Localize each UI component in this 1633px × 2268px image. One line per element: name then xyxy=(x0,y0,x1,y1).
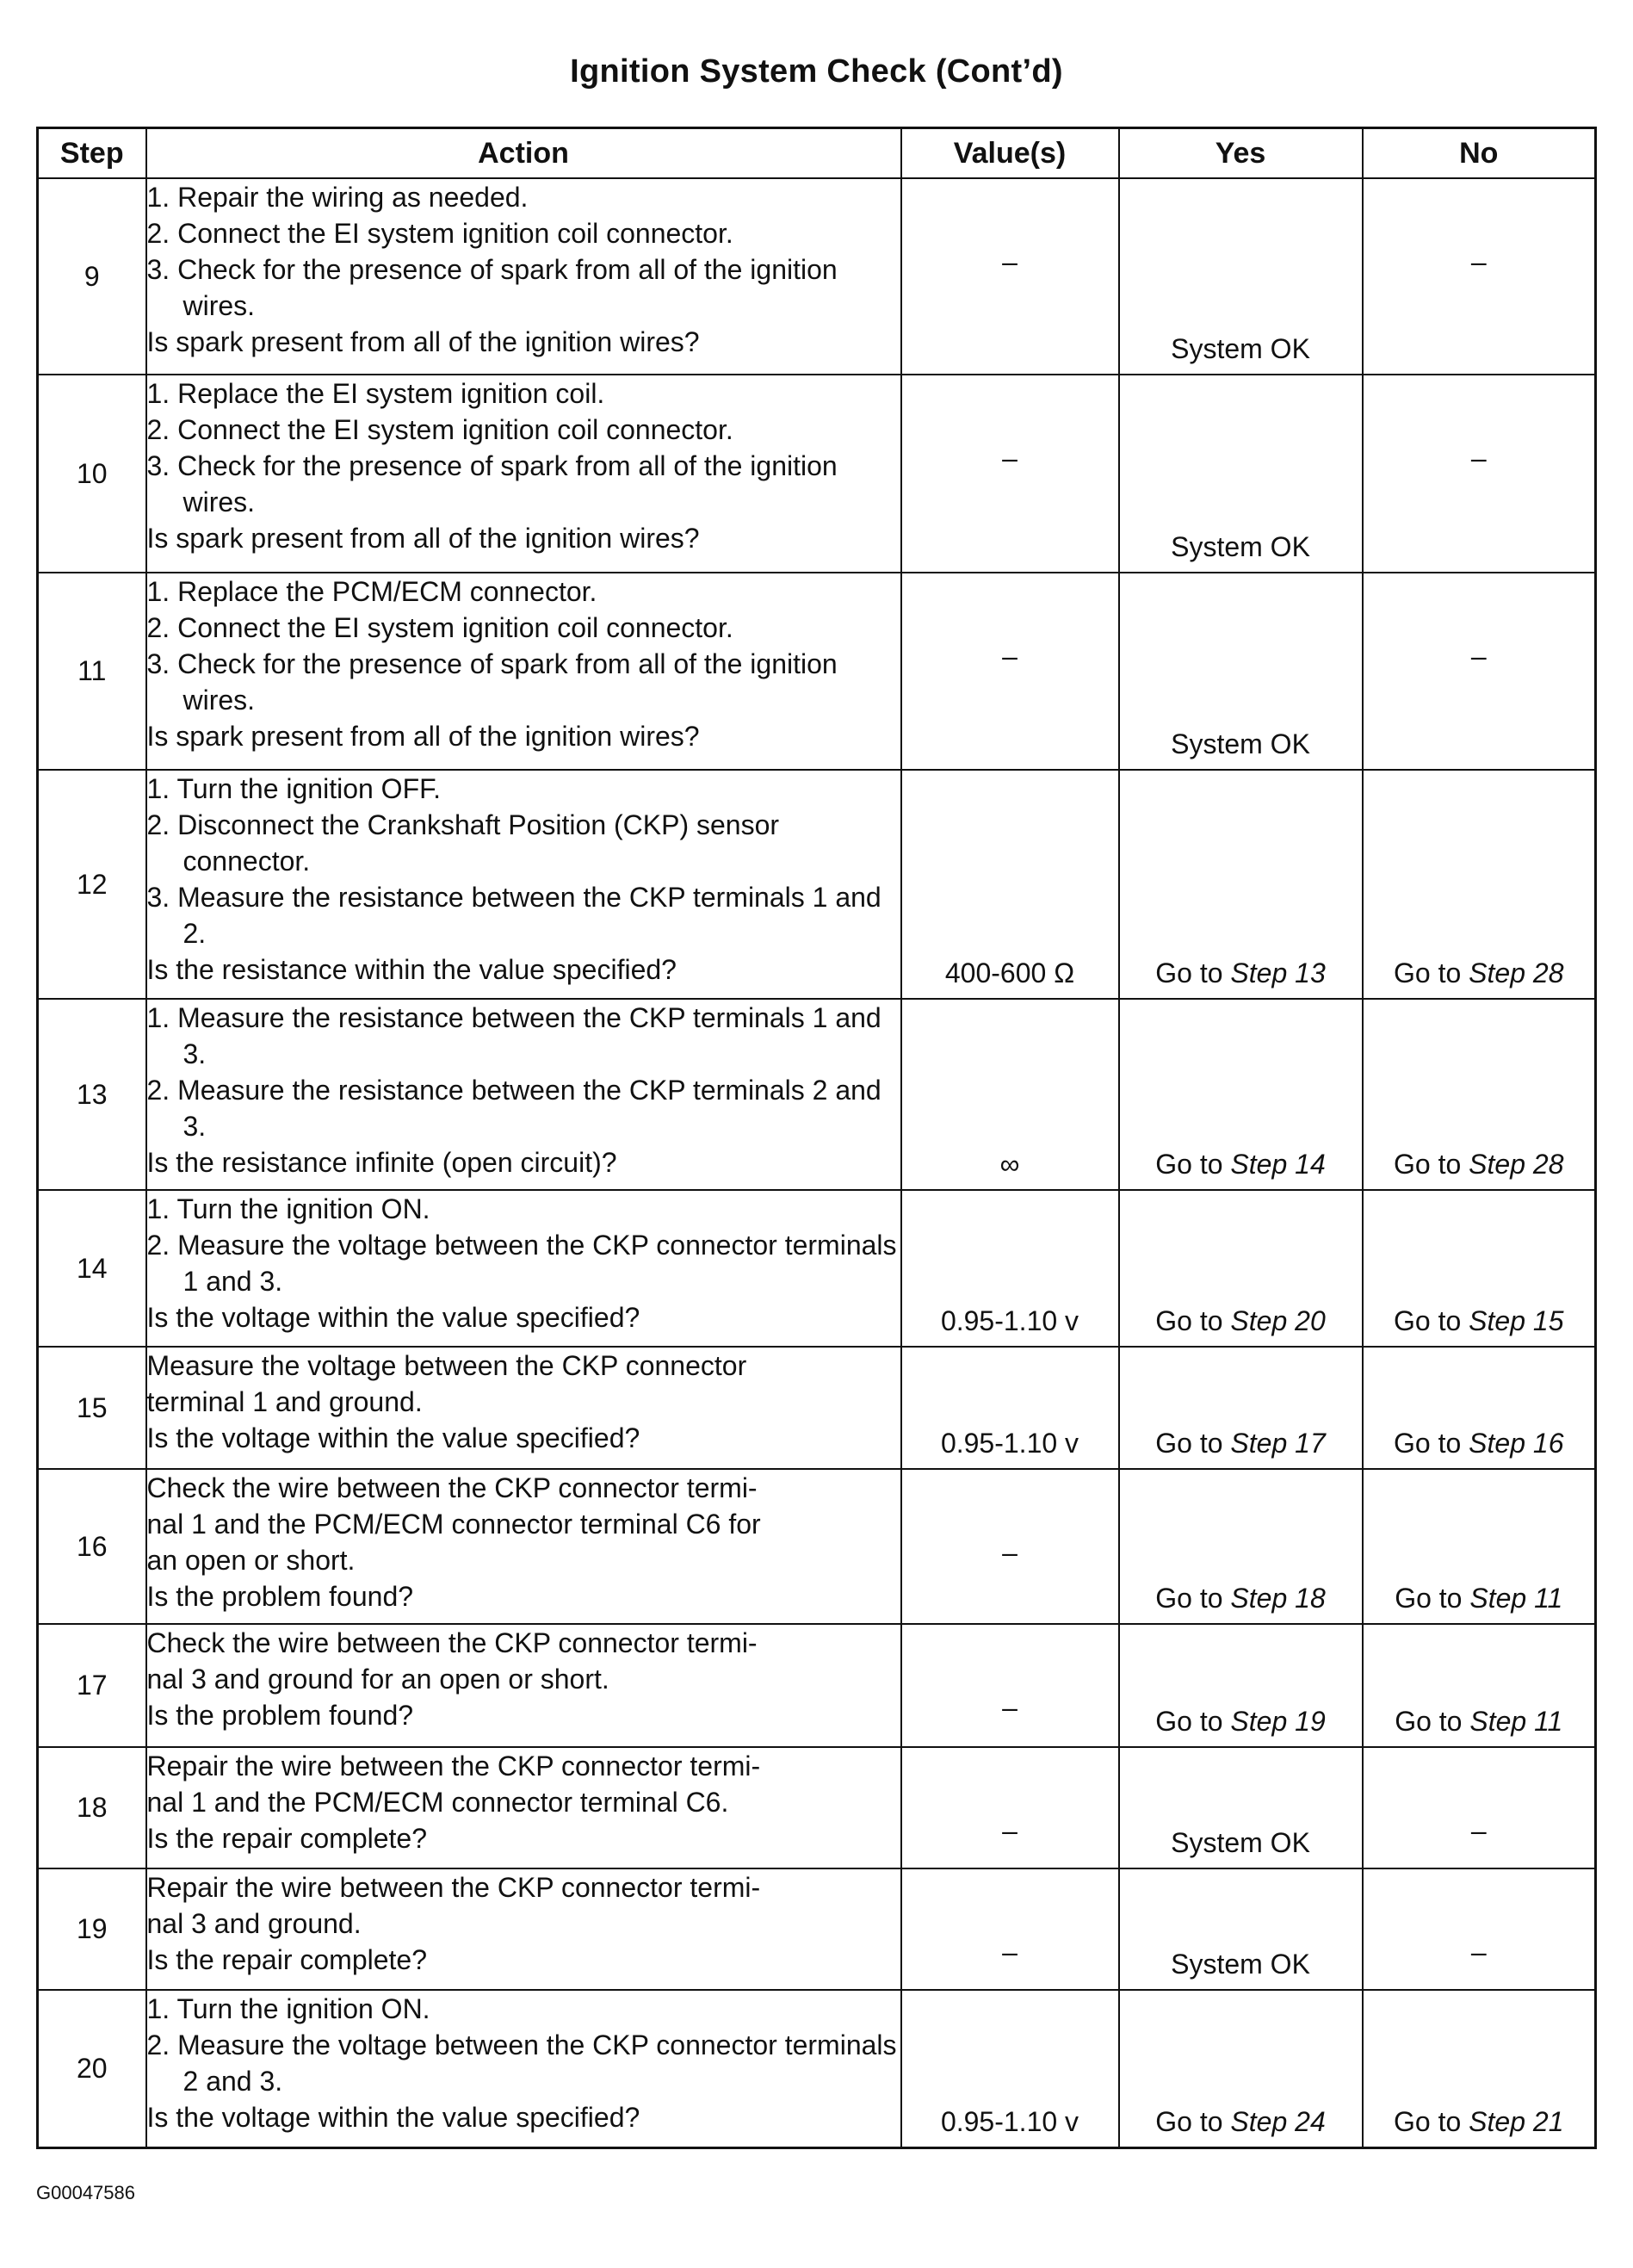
yes-cell xyxy=(1119,1469,1363,1624)
step-number: 20 xyxy=(38,1990,146,2147)
yes-step-ref: Step 24 xyxy=(1230,2105,1326,2137)
header-step: Step xyxy=(38,128,146,179)
yes-prefix: Go to xyxy=(1155,1149,1231,1180)
action-line: 2. Connect the EI system ignition coil connector. xyxy=(146,414,733,445)
step-number: 17 xyxy=(38,1624,146,1747)
no-cell xyxy=(1363,1868,1596,1990)
action-line: 1. Measure the resistance between the CKP terminals 1 and 3. xyxy=(146,1002,881,1069)
value-cell xyxy=(901,1624,1119,1747)
step-number: 18 xyxy=(38,1747,146,1868)
value-text: 400-600 Ω xyxy=(944,957,1075,988)
no-cell xyxy=(1363,178,1596,375)
action-line: Is the resistance infinite (open circuit)? xyxy=(146,1147,617,1178)
action-line: an open or short. xyxy=(146,1545,356,1576)
no-prefix: Go to xyxy=(1395,1583,1470,1614)
action-line: Is spark present from all of the ignition wires? xyxy=(146,721,700,752)
action-cell xyxy=(146,1190,901,1347)
action-line: 3. Check for the presence of spark from all of the ignition wires. xyxy=(146,450,838,517)
yes-cell xyxy=(1119,1747,1363,1868)
yes-text xyxy=(1120,728,1362,760)
no-cell xyxy=(1363,999,1596,1190)
step-number: 16 xyxy=(38,1469,146,1624)
value-cell xyxy=(901,1747,1119,1868)
no-step-ref: Step 28 xyxy=(1469,957,1564,988)
table-row xyxy=(38,1190,1596,1347)
table-row xyxy=(38,1347,1596,1469)
no-step-ref: Step 11 xyxy=(1469,1706,1563,1737)
action-cell xyxy=(146,999,901,1190)
no-dash: – xyxy=(1470,1815,1487,1846)
yes-prefix: System OK xyxy=(1171,333,1310,364)
yes-cell xyxy=(1119,1990,1363,2147)
action-line: Is spark present from all of the ignition wires? xyxy=(146,326,700,357)
no-dash: – xyxy=(1470,443,1487,474)
action-line: 1. Turn the ignition ON. xyxy=(146,1993,430,2024)
action-line: 3. Measure the resistance between the CKP terminals 1 and 2. xyxy=(146,882,881,949)
value-text: – xyxy=(1002,1692,1018,1723)
action-line: 1. Turn the ignition ON. xyxy=(146,1193,430,1224)
action-line: 3. Check for the presence of spark from all of the ignition wires. xyxy=(146,254,838,321)
action-line: Is the problem found? xyxy=(146,1581,414,1612)
no-cell xyxy=(1363,1990,1596,2147)
yes-text xyxy=(1120,1583,1362,1614)
action-line: Is the voltage within the value specified? xyxy=(146,1302,640,1333)
action-line: Is the resistance within the value specified? xyxy=(146,954,677,985)
no-prefix: Go to xyxy=(1394,2105,1469,2137)
action-line: Is the repair complete? xyxy=(146,1823,427,1854)
value-text: ∞ xyxy=(999,1149,1020,1180)
yes-step-ref: Step 18 xyxy=(1230,1583,1326,1614)
value-cell xyxy=(901,1347,1119,1469)
yes-prefix: Go to xyxy=(1155,1583,1231,1614)
value-cell xyxy=(901,573,1119,770)
step-number: 10 xyxy=(38,375,146,573)
action-line: 2. Measure the resistance between the CKP terminals 2 and 3. xyxy=(146,1075,881,1142)
no-cell xyxy=(1363,1747,1596,1868)
step-number: 19 xyxy=(38,1868,146,1990)
action-line: 1. Turn the ignition OFF. xyxy=(146,773,441,804)
no-step-ref: Step 16 xyxy=(1469,1428,1564,1459)
no-step-ref: Step 21 xyxy=(1469,2105,1564,2137)
no-text xyxy=(1364,1706,1595,1738)
header-row xyxy=(38,128,1596,179)
value-cell xyxy=(901,1190,1119,1347)
action-cell xyxy=(146,1469,901,1624)
page-title: Ignition System Check (Cont’d) xyxy=(570,53,1063,90)
yes-text xyxy=(1120,2106,1362,2138)
no-text xyxy=(1364,957,1595,989)
table-row xyxy=(38,1624,1596,1747)
figure-id: G00047586 xyxy=(36,2182,135,2203)
no-dash: – xyxy=(1470,1936,1487,1967)
no-text xyxy=(1364,1583,1595,1614)
value-text: – xyxy=(1002,1936,1018,1967)
step-number: 11 xyxy=(38,573,146,770)
no-text xyxy=(1364,1428,1595,1459)
value-cell xyxy=(901,1868,1119,1990)
action-line: 2. Connect the EI system ignition coil connector. xyxy=(146,612,733,643)
value-text: 0.95-1.10 v xyxy=(940,2105,1079,2137)
action-line: nal 1 and the PCM/ECM connector terminal C6. xyxy=(146,1787,729,1818)
yes-cell xyxy=(1119,770,1363,999)
table-body xyxy=(38,178,1596,2147)
action-cell xyxy=(146,1990,901,2147)
yes-text xyxy=(1120,1149,1362,1180)
action-line: Is the problem found? xyxy=(146,1700,414,1731)
yes-text xyxy=(1120,1949,1362,1980)
header-action: Action xyxy=(146,128,901,179)
yes-text xyxy=(1120,957,1362,989)
yes-text xyxy=(1120,333,1362,365)
no-cell xyxy=(1363,1190,1596,1347)
no-prefix: Go to xyxy=(1394,1149,1469,1180)
value-text: 0.95-1.10 v xyxy=(940,1428,1079,1459)
yes-cell xyxy=(1119,573,1363,770)
table-row xyxy=(38,178,1596,375)
action-line: nal 3 and ground. xyxy=(146,1908,362,1939)
action-line: nal 3 and ground for an open or short. xyxy=(146,1664,609,1695)
yes-prefix: System OK xyxy=(1171,728,1310,759)
no-cell xyxy=(1363,375,1596,573)
yes-step-ref: Step 17 xyxy=(1230,1428,1326,1459)
yes-cell xyxy=(1119,1868,1363,1990)
action-line: Is the voltage within the value specified? xyxy=(146,2102,640,2133)
yes-prefix: System OK xyxy=(1171,531,1310,562)
action-cell xyxy=(146,770,901,999)
no-step-ref: Step 15 xyxy=(1469,1305,1564,1336)
yes-prefix: Go to xyxy=(1155,1428,1231,1459)
action-cell xyxy=(146,178,901,375)
yes-text xyxy=(1120,1706,1362,1738)
table-row xyxy=(38,770,1596,999)
no-step-ref: Step 28 xyxy=(1469,1149,1564,1180)
value-cell xyxy=(901,178,1119,375)
action-cell xyxy=(146,573,901,770)
no-prefix: Go to xyxy=(1394,1428,1469,1459)
no-text xyxy=(1364,1149,1595,1180)
action-line: 2. Disconnect the Crankshaft Position (CKP) sensor connector. xyxy=(146,809,780,877)
header-values: Value(s) xyxy=(901,128,1119,179)
action-line: 1. Replace the PCM/ECM connector. xyxy=(146,576,597,607)
header-no: No xyxy=(1363,128,1596,179)
action-line: nal 1 and the PCM/ECM connector terminal C6 for xyxy=(146,1509,761,1540)
yes-text xyxy=(1120,531,1362,563)
yes-text xyxy=(1120,1827,1362,1859)
value-cell xyxy=(901,770,1119,999)
yes-step-ref: Step 13 xyxy=(1230,957,1326,988)
no-step-ref: Step 11 xyxy=(1469,1583,1563,1614)
yes-cell xyxy=(1119,999,1363,1190)
yes-prefix: System OK xyxy=(1171,1827,1310,1858)
step-number: 14 xyxy=(38,1190,146,1347)
yes-prefix: Go to xyxy=(1155,957,1231,988)
action-cell xyxy=(146,1347,901,1469)
ignition-check-table xyxy=(36,127,1597,2149)
action-line: 1. Repair the wiring as needed. xyxy=(146,182,529,213)
action-line: Check the wire between the CKP connector termi- xyxy=(146,1627,758,1658)
table-row xyxy=(38,1990,1596,2147)
step-number: 9 xyxy=(38,178,146,375)
step-number: 13 xyxy=(38,999,146,1190)
action-cell xyxy=(146,375,901,573)
table-row xyxy=(38,1469,1596,1624)
yes-cell xyxy=(1119,375,1363,573)
yes-prefix: Go to xyxy=(1155,1305,1231,1336)
value-cell xyxy=(901,999,1119,1190)
value-cell xyxy=(901,375,1119,573)
value-text: – xyxy=(1002,641,1018,672)
action-cell xyxy=(146,1747,901,1868)
action-line: Is the repair complete? xyxy=(146,1944,427,1975)
no-dash: – xyxy=(1470,641,1487,672)
no-text xyxy=(1364,1305,1595,1337)
no-dash: – xyxy=(1470,246,1487,277)
table-row xyxy=(38,1868,1596,1990)
table-row xyxy=(38,573,1596,770)
no-cell xyxy=(1363,573,1596,770)
no-prefix: Go to xyxy=(1394,957,1469,988)
table-row xyxy=(38,999,1596,1190)
step-number: 15 xyxy=(38,1347,146,1469)
yes-cell xyxy=(1119,178,1363,375)
value-text: – xyxy=(1002,443,1018,474)
action-line: Check the wire between the CKP connector termi- xyxy=(146,1472,758,1503)
table-row xyxy=(38,1747,1596,1868)
yes-text xyxy=(1120,1305,1362,1337)
action-line: Is the voltage within the value specified? xyxy=(146,1422,640,1453)
yes-text xyxy=(1120,1428,1362,1459)
no-cell xyxy=(1363,770,1596,999)
yes-prefix: Go to xyxy=(1155,1706,1231,1737)
action-line: Repair the wire between the CKP connector termi- xyxy=(146,1872,761,1903)
no-prefix: Go to xyxy=(1395,1706,1470,1737)
action-line: 2. Measure the voltage between the CKP connector terminals 2 and 3. xyxy=(146,2029,897,2097)
no-text xyxy=(1364,2106,1595,2138)
action-cell xyxy=(146,1624,901,1747)
action-cell xyxy=(146,1868,901,1990)
value-text: 0.95-1.10 v xyxy=(940,1305,1079,1336)
yes-step-ref: Step 20 xyxy=(1230,1305,1326,1336)
yes-prefix: Go to xyxy=(1155,2105,1231,2137)
yes-step-ref: Step 14 xyxy=(1230,1149,1326,1180)
yes-cell xyxy=(1119,1190,1363,1347)
yes-prefix: System OK xyxy=(1171,1949,1310,1980)
action-line: Measure the voltage between the CKP connector xyxy=(146,1350,747,1381)
action-line: 1. Replace the EI system ignition coil. xyxy=(146,378,605,409)
no-cell xyxy=(1363,1624,1596,1747)
action-line: Is spark present from all of the ignition wires? xyxy=(146,523,700,554)
action-line: 2. Measure the voltage between the CKP connector terminals 1 and 3. xyxy=(146,1230,897,1297)
step-number: 12 xyxy=(38,770,146,999)
value-cell xyxy=(901,1990,1119,2147)
table-row xyxy=(38,375,1596,573)
yes-cell xyxy=(1119,1624,1363,1747)
header-yes: Yes xyxy=(1119,128,1363,179)
yes-step-ref: Step 19 xyxy=(1230,1706,1326,1737)
yes-cell xyxy=(1119,1347,1363,1469)
no-prefix: Go to xyxy=(1394,1305,1469,1336)
action-line: Repair the wire between the CKP connector termi- xyxy=(146,1751,761,1782)
action-line: 2. Connect the EI system ignition coil connector. xyxy=(146,218,733,249)
value-text: – xyxy=(1002,246,1018,277)
action-line: terminal 1 and ground. xyxy=(146,1386,423,1417)
no-cell xyxy=(1363,1469,1596,1624)
no-cell xyxy=(1363,1347,1596,1469)
action-line: 3. Check for the presence of spark from all of the ignition wires. xyxy=(146,648,838,716)
value-text: – xyxy=(1002,1537,1018,1568)
value-cell xyxy=(901,1469,1119,1624)
value-text: – xyxy=(1002,1815,1018,1846)
